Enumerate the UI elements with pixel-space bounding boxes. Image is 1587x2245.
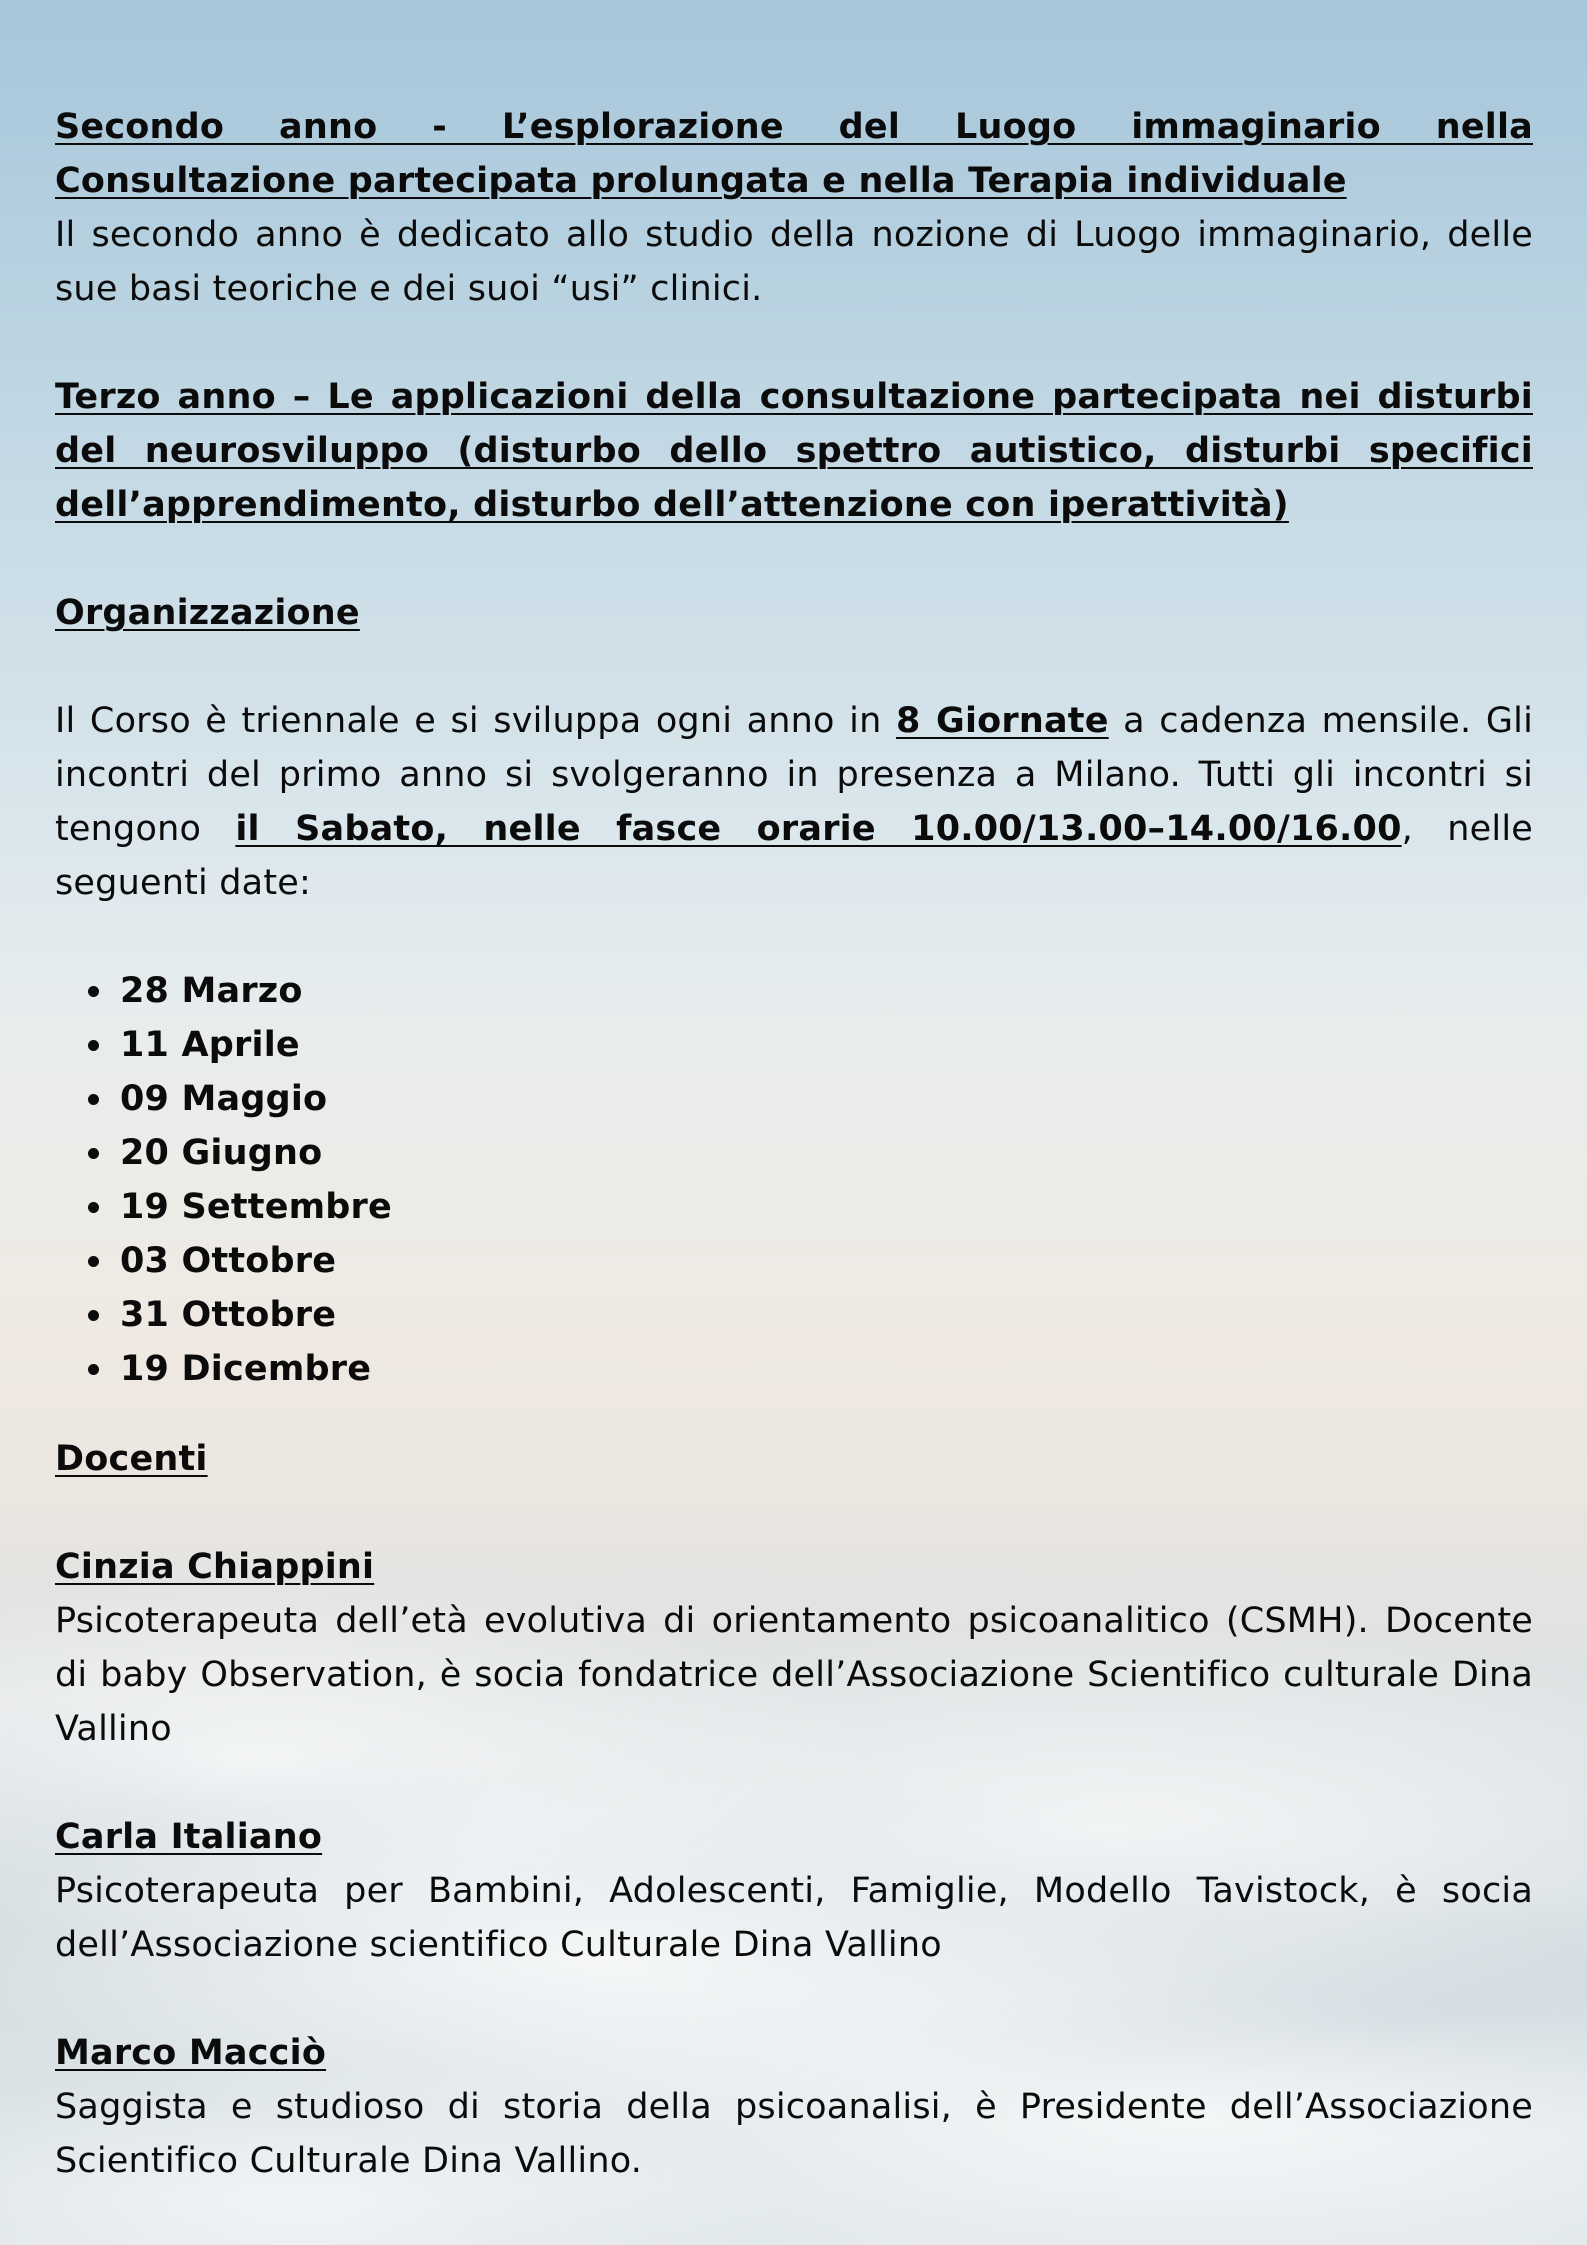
dates-list-wrap	[55, 964, 1533, 1396]
list-item	[55, 1072, 1533, 1126]
list-item	[55, 1234, 1533, 1288]
bullet-icon	[88, 1256, 99, 1267]
secondo-anno-heading-line1: Secondo anno - L’esplorazione del Luogo immaginario nella	[55, 107, 1533, 147]
organizzazione-paragraph	[55, 694, 1533, 910]
docente-bio: Psicoterapeuta per Bambini, Adolescenti, Famiglie, Modello Tavistock, è socia dell’Associazione scientifico Culturale Dina Vallino	[55, 1871, 1533, 1965]
bullet-icon	[88, 1310, 99, 1321]
organizzazione-heading-wrap	[55, 586, 1533, 640]
docente-carla-italiano	[55, 1810, 1533, 1972]
date-label: 11 Aprile	[120, 1025, 300, 1065]
docente-name: Marco Macciò	[55, 2033, 327, 2073]
date-label: 28 Marzo	[120, 971, 303, 1011]
organizzazione-text-part2: a cadenza mensile. Gli incontri del primo anno si svolgeranno in presenza a Milano. Tutti gli incontri si tengono	[55, 701, 1534, 849]
date-label: 20 Giugno	[120, 1133, 323, 1173]
list-item	[55, 1288, 1533, 1342]
docente-cinzia-chiappini	[55, 1540, 1533, 1756]
organizzazione-text-part1: Il Corso è triennale e si sviluppa ogni anno in	[55, 701, 896, 741]
bullet-icon	[88, 1040, 99, 1051]
secondo-anno-heading-line2: Consultazione partecipata prolungata e nella Terapia individuale	[55, 161, 1347, 201]
bullet-icon	[88, 1148, 99, 1159]
bullet-icon	[88, 1364, 99, 1375]
organizzazione-text-part3: , nelle seguenti date:	[55, 809, 1533, 903]
list-item	[55, 1018, 1533, 1072]
section-secondo-anno	[55, 100, 1533, 316]
list-item	[55, 964, 1533, 1018]
date-label: 19 Dicembre	[120, 1349, 372, 1389]
docente-bio: Saggista e studioso di storia della psicoanalisi, è Presidente dell’Associazione Scientifico Culturale Dina Vallino.	[55, 2087, 1533, 2181]
date-label: 03 Ottobre	[120, 1241, 337, 1281]
docente-bio: Psicoterapeuta dell’età evolutiva di orientamento psicoanalitico (CSMH). Docente di baby Observation, è socia fondatrice dell’Associazione Scientifico culturale Dina Vallino	[55, 1601, 1533, 1749]
date-label: 09 Maggio	[120, 1079, 328, 1119]
organizzazione-heading: Organizzazione	[55, 593, 360, 633]
list-item	[55, 1180, 1533, 1234]
terzo-anno-heading: Terzo anno – Le applicazioni della consultazione partecipata nei disturbi del neurosviluppo (disturbo dello spettro autistico, disturbi specifici dell’apprendimento, disturbo dell’attenzione con iperattività)	[55, 377, 1533, 525]
docenti-heading-wrap	[55, 1432, 1533, 1486]
docente-name: Carla Italiano	[55, 1817, 323, 1857]
list-item	[55, 1342, 1533, 1396]
docente-name: Cinzia Chiappini	[55, 1547, 375, 1587]
bullet-icon	[88, 1094, 99, 1105]
docenti-heading: Docenti	[55, 1439, 208, 1479]
docente-marco-maccio	[55, 2026, 1533, 2188]
bullet-icon	[88, 1202, 99, 1213]
date-label: 31 Ottobre	[120, 1295, 337, 1335]
bullet-icon	[88, 986, 99, 997]
section-terzo-anno	[55, 370, 1533, 532]
dates-list	[55, 964, 1533, 1396]
date-label: 19 Settembre	[120, 1187, 392, 1227]
secondo-anno-text: Il secondo anno è dedicato allo studio della nozione di Luogo immaginario, delle sue basi teoriche e dei suoi “usi” clinici.	[55, 215, 1533, 309]
list-item	[55, 1126, 1533, 1180]
giornate-highlight: 8 Giornate	[895, 701, 1109, 741]
orari-highlight: il Sabato, nelle fasce orarie 10.00/13.00–14.00/16.00	[235, 809, 1402, 849]
